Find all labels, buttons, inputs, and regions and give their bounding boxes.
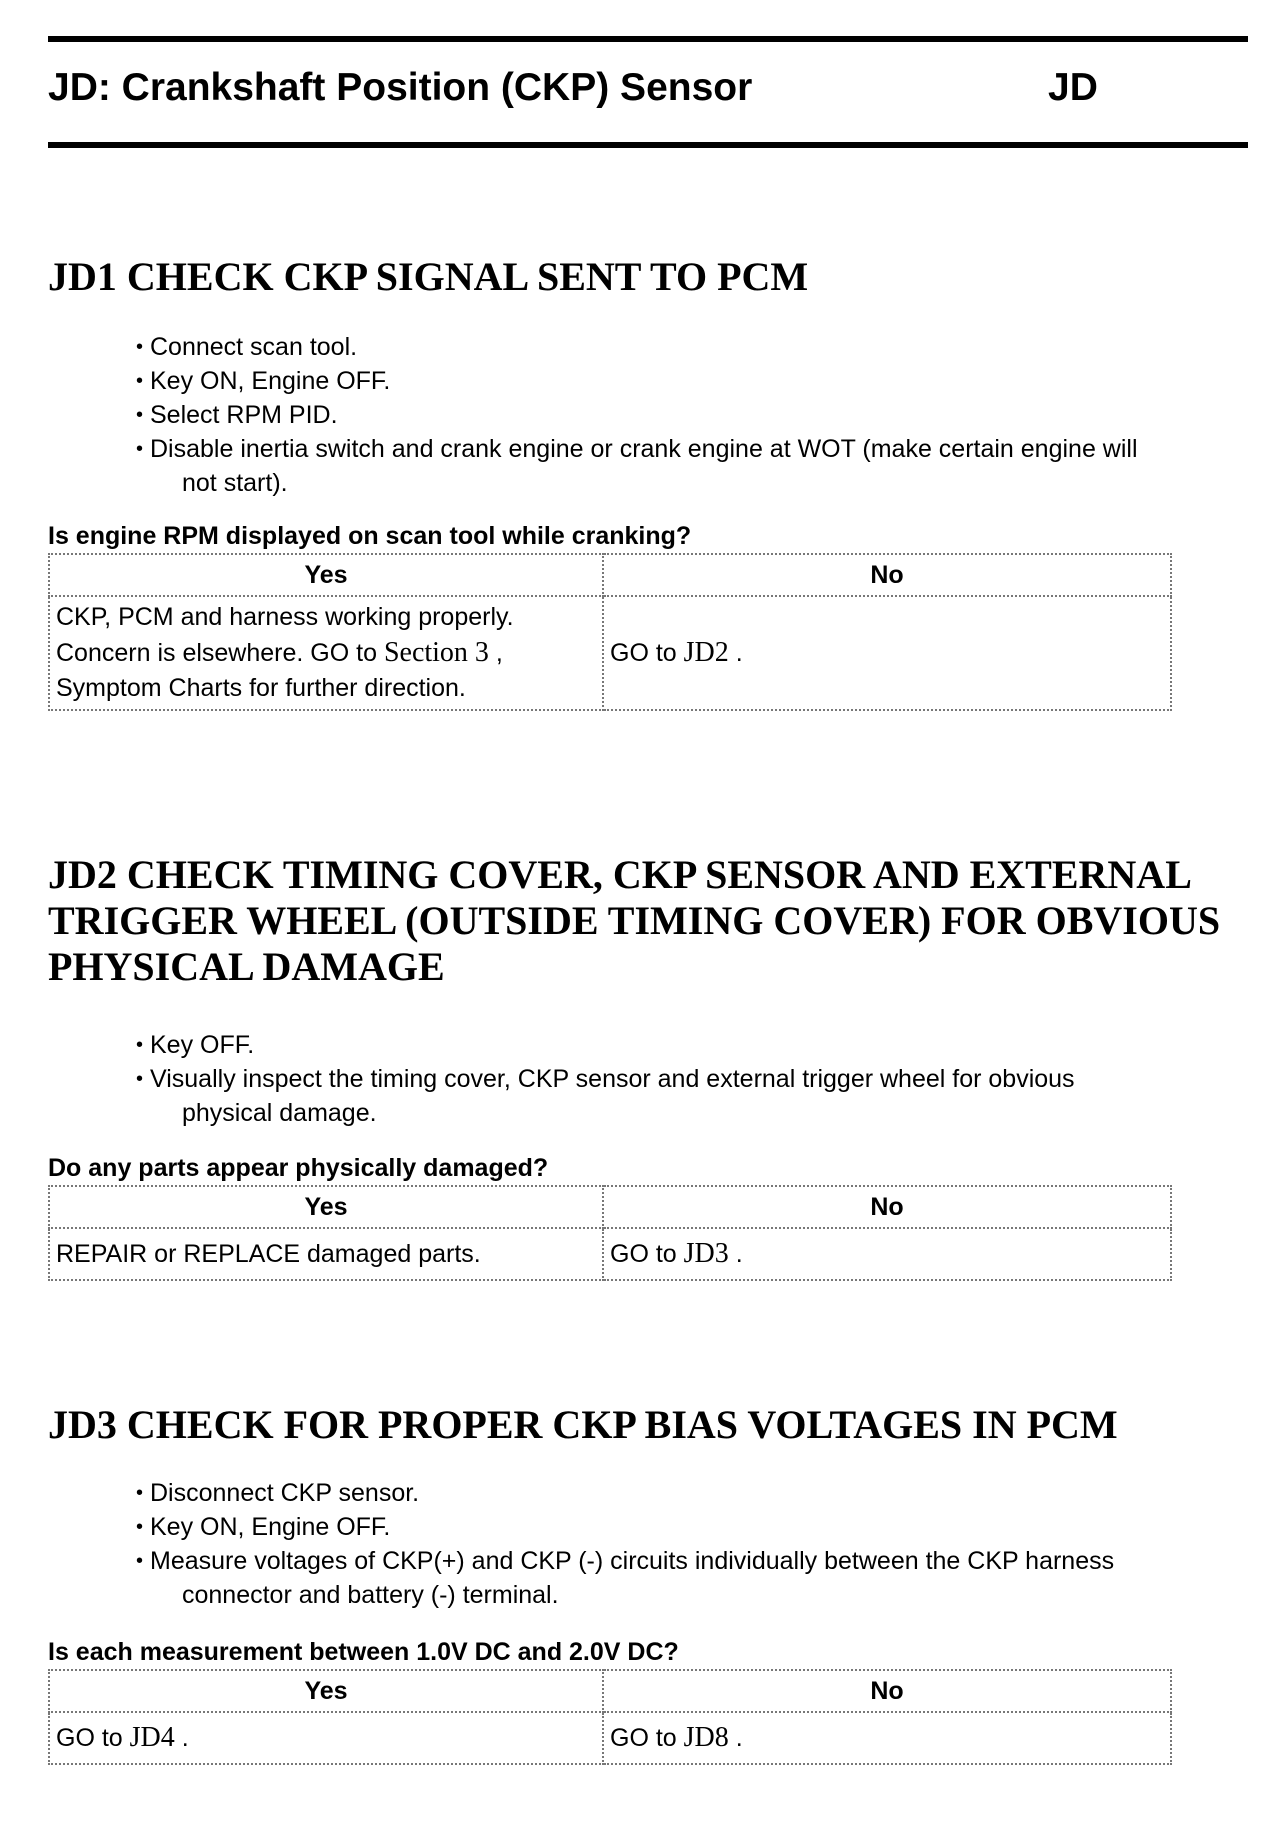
step-link[interactable]: JD4 [129, 1722, 175, 1753]
list-item-text: Disable inertia switch and crank engine or crank engine at WOT (make certain engine will [150, 435, 1138, 463]
go-to-text: GO to [610, 1724, 677, 1752]
list-item: • Key ON, Engine OFF. [136, 1510, 1258, 1544]
list-item: • Key ON, Engine OFF. [136, 364, 1258, 398]
yes-cell [49, 596, 603, 710]
step-link[interactable]: JD2 [683, 637, 729, 668]
no-cell [603, 1228, 1171, 1280]
list-item-continuation: physical damage. [182, 1099, 377, 1127]
title-line: TRIGGER WHEEL (OUTSIDE TIMING COVER) FOR OBVIOUS [48, 898, 1221, 943]
yes-header: Yes [49, 554, 603, 596]
step-link[interactable]: JD8 [683, 1722, 729, 1753]
step-link[interactable]: JD3 [683, 1238, 729, 1269]
step-title [48, 852, 1258, 990]
list-item [136, 1062, 1258, 1130]
answer-table [48, 553, 1172, 711]
instruction-list [48, 1028, 1258, 1130]
title-line: PHYSICAL DAMAGE [48, 944, 445, 989]
list-item [136, 1544, 1258, 1612]
section-link[interactable]: Section 3 [383, 637, 489, 668]
list-item [136, 432, 1258, 500]
instruction-list [48, 330, 1258, 500]
page-header [48, 36, 1248, 148]
step-title: JD1 CHECK CKP SIGNAL SENT TO PCM [48, 254, 809, 299]
punctuation: . [735, 1724, 743, 1752]
yes-line: Concern is elsewhere. GO to [56, 639, 377, 667]
title-line: JD2 CHECK TIMING COVER, CKP SENSOR AND EXTERNAL [48, 852, 1192, 897]
step-title: JD3 CHECK FOR PROPER CKP BIAS VOLTAGES IN PCM [48, 1402, 1118, 1447]
no-header: No [603, 554, 1171, 596]
yes-cell [49, 1712, 603, 1764]
step-jd2 [48, 852, 1258, 1281]
punctuation: . [181, 1724, 189, 1752]
no-cell [603, 1712, 1171, 1764]
go-to-text: GO to [610, 1240, 677, 1268]
list-item: • Key OFF. [136, 1028, 1258, 1062]
list-item-continuation: connector and battery (-) terminal. [182, 1581, 559, 1609]
answer-table [48, 1669, 1172, 1765]
step-jd3 [48, 1402, 1258, 1765]
instruction-list [48, 1476, 1258, 1612]
list-item: • Select RPM PID. [136, 398, 1258, 432]
go-to-text: GO to [56, 1724, 123, 1752]
go-to-text: GO to [610, 639, 677, 667]
question: Do any parts appear physically damaged? [48, 1154, 549, 1182]
list-item: • Connect scan tool. [136, 330, 1258, 364]
no-header: No [603, 1670, 1171, 1712]
list-item: • Disconnect CKP sensor. [136, 1476, 1258, 1510]
step-jd1 [48, 254, 1258, 711]
punctuation: . [735, 1240, 743, 1268]
yes-header: Yes [49, 1670, 603, 1712]
question: Is engine RPM displayed on scan tool while cranking? [48, 522, 692, 550]
yes-cell: REPAIR or REPLACE damaged parts. [49, 1228, 603, 1280]
list-item-continuation: not start). [182, 469, 288, 497]
answer-table [48, 1185, 1172, 1281]
question: Is each measurement between 1.0V DC and 2.0V DC? [48, 1638, 679, 1666]
list-item-text: Measure voltages of CKP(+) and CKP (-) circuits individually between the CKP harness [150, 1547, 1115, 1575]
no-cell [603, 596, 1171, 710]
punctuation: . [735, 639, 743, 667]
yes-line: Symptom Charts for further direction. [56, 674, 466, 702]
page-title: JD: Crankshaft Position (CKP) Sensor [48, 66, 753, 109]
section-code: JD [1048, 66, 1098, 109]
punctuation: , [495, 639, 503, 667]
list-item-text: Visually inspect the timing cover, CKP sensor and external trigger wheel for obvious [150, 1065, 1075, 1093]
no-header: No [603, 1186, 1171, 1228]
yes-line: CKP, PCM and harness working properly. [56, 603, 514, 631]
yes-header: Yes [49, 1186, 603, 1228]
